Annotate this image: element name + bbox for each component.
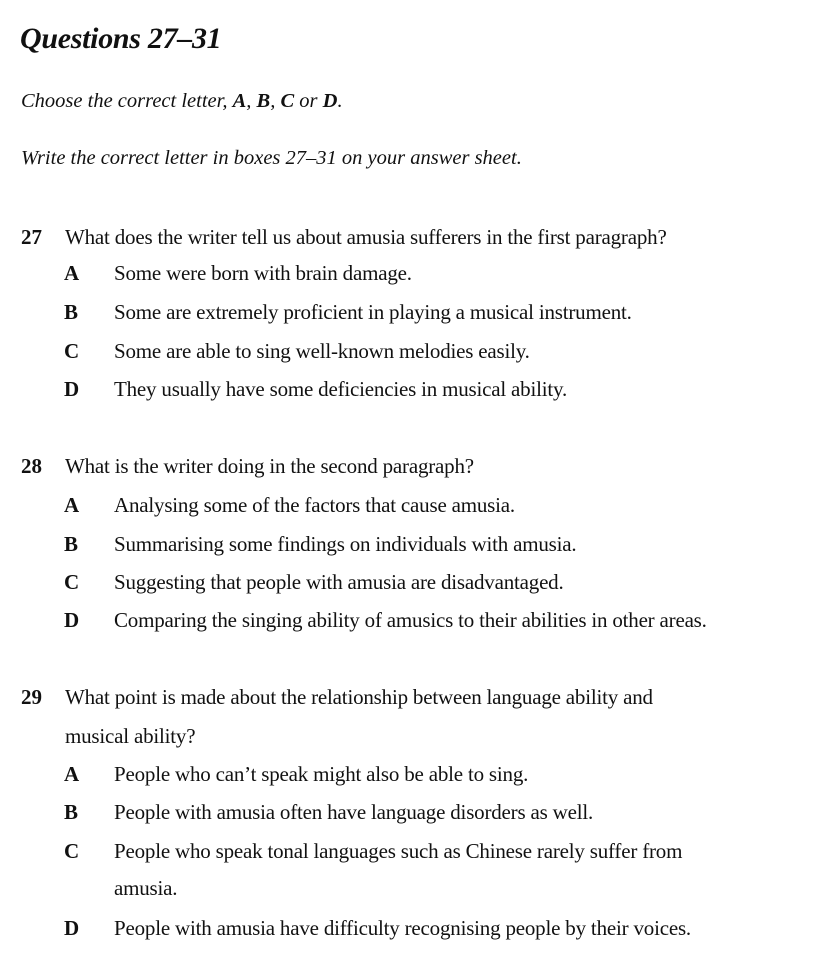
option-letter: A: [64, 493, 80, 517]
option-letter: D: [64, 916, 80, 940]
option-letter: A: [64, 762, 80, 786]
option-text: Analysing some of the factors that cause amusia.: [114, 493, 515, 517]
option-text: People with amusia have difficulty recognising people by their voices.: [114, 916, 691, 940]
question-text-continued: musical ability?: [65, 724, 196, 748]
instruction-separator: ,: [270, 90, 281, 112]
option-letter: B: [64, 532, 79, 556]
instruction-letter-c: C: [280, 90, 295, 112]
instruction-write: Write the correct letter in boxes 27–31 on your answer sheet.: [21, 147, 522, 169]
option-letter: A: [64, 261, 80, 285]
option-text: People who can’t speak might also be able to sing.: [114, 762, 529, 786]
option-letter: C: [64, 339, 80, 363]
option-text: Some are able to sing well-known melodies easily.: [114, 339, 530, 363]
option-text: People with amusia often have language disorders as well.: [114, 800, 594, 824]
option-letter: C: [64, 839, 80, 863]
option-letter: B: [64, 800, 79, 824]
option-letter: C: [64, 570, 80, 594]
question-text: What does the writer tell us about amusia sufferers in the first paragraph?: [65, 225, 667, 249]
option-text: Suggesting that people with amusia are disadvantaged.: [114, 570, 564, 594]
instruction-separator: or: [294, 90, 323, 112]
instruction-choose: [21, 91, 343, 112]
section-heading: Questions 27–31: [20, 22, 222, 55]
instruction-end: .: [337, 90, 343, 112]
instruction-letter-b: B: [256, 90, 271, 112]
option-text: They usually have some deficiencies in musical ability.: [114, 377, 567, 401]
question-number: 29: [21, 685, 42, 709]
question-number: 27: [21, 225, 42, 249]
instruction-prefix: Choose the correct letter,: [21, 90, 233, 112]
option-text: Some were born with brain damage.: [114, 261, 412, 285]
option-text: Some are extremely proficient in playing a musical instrument.: [114, 300, 632, 324]
option-letter: D: [64, 377, 80, 401]
option-letter: D: [64, 608, 80, 632]
question-number: 28: [21, 454, 42, 478]
option-text-continued: amusia.: [114, 876, 178, 900]
option-text: People who speak tonal languages such as Chinese rarely suffer from: [114, 839, 683, 863]
question-text: What point is made about the relationship between language ability and: [65, 685, 653, 709]
instruction-letter-a: A: [232, 90, 247, 112]
option-text: Comparing the singing ability of amusics to their abilities in other areas.: [114, 608, 707, 632]
option-letter: B: [64, 300, 79, 324]
instruction-separator: ,: [246, 90, 257, 112]
question-text: What is the writer doing in the second paragraph?: [65, 454, 474, 478]
option-text: Summarising some findings on individuals with amusia.: [114, 532, 577, 556]
instruction-letter-d: D: [322, 90, 338, 112]
